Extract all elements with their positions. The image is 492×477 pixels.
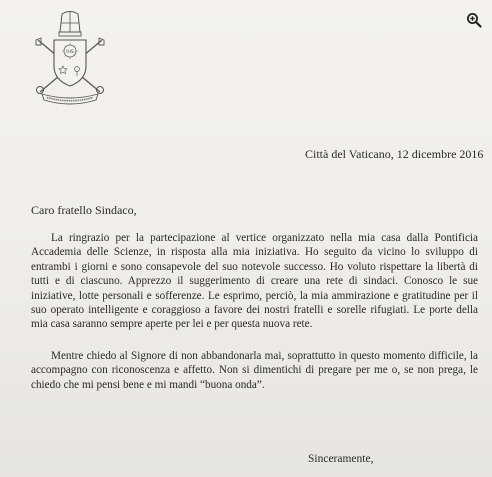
letter-closing: Sinceramente, xyxy=(308,453,374,465)
letter-paragraph-2: Mentre chiedo al Signore di non abbandonarla mai, soprattutto in questo momento difficile, la accompagno con riconoscenza e affetto. Non si dimentichi di pregare per me o, se non prega, le chiedo che mi pensi bene e mi mandi “buona onda”. xyxy=(31,350,478,391)
zoom-in-button[interactable] xyxy=(462,8,486,32)
letter-salutation: Caro fratello Sindaco, xyxy=(31,203,137,217)
papal-coat-of-arms xyxy=(30,10,110,106)
zoom-in-icon xyxy=(466,12,482,28)
letter-paragraph-1: La ringrazio per la partecipazione al vertice organizzato nella mia casa dalla Pontificia Accademia delle Scienze, in risposta alla mia iniziativa. Ho seguito da vicino lo sviluppo di entrambi i giorni e sono consapevole del suo notevole successo. Ho voluto rispettare la libertà di tutti e di ciascuno. Apprezzo il suggerimento di creare una rete di sindaci. Conosco le sue iniziative, lotte personali e sofferenze. Le esprimo, perciò, la mia ammirazione e gratitudine per il suo operato intelligente e coraggioso a favore dei nostri fratelli e sorelle rifugiati. Le porte della mia casa saranno sempre aperte per lei e per questa nuova rete. xyxy=(31,232,478,331)
svg-text:IHS: IHS xyxy=(66,50,74,55)
letter-date: Città del Vaticano, 12 dicembre 2016 xyxy=(305,147,484,161)
